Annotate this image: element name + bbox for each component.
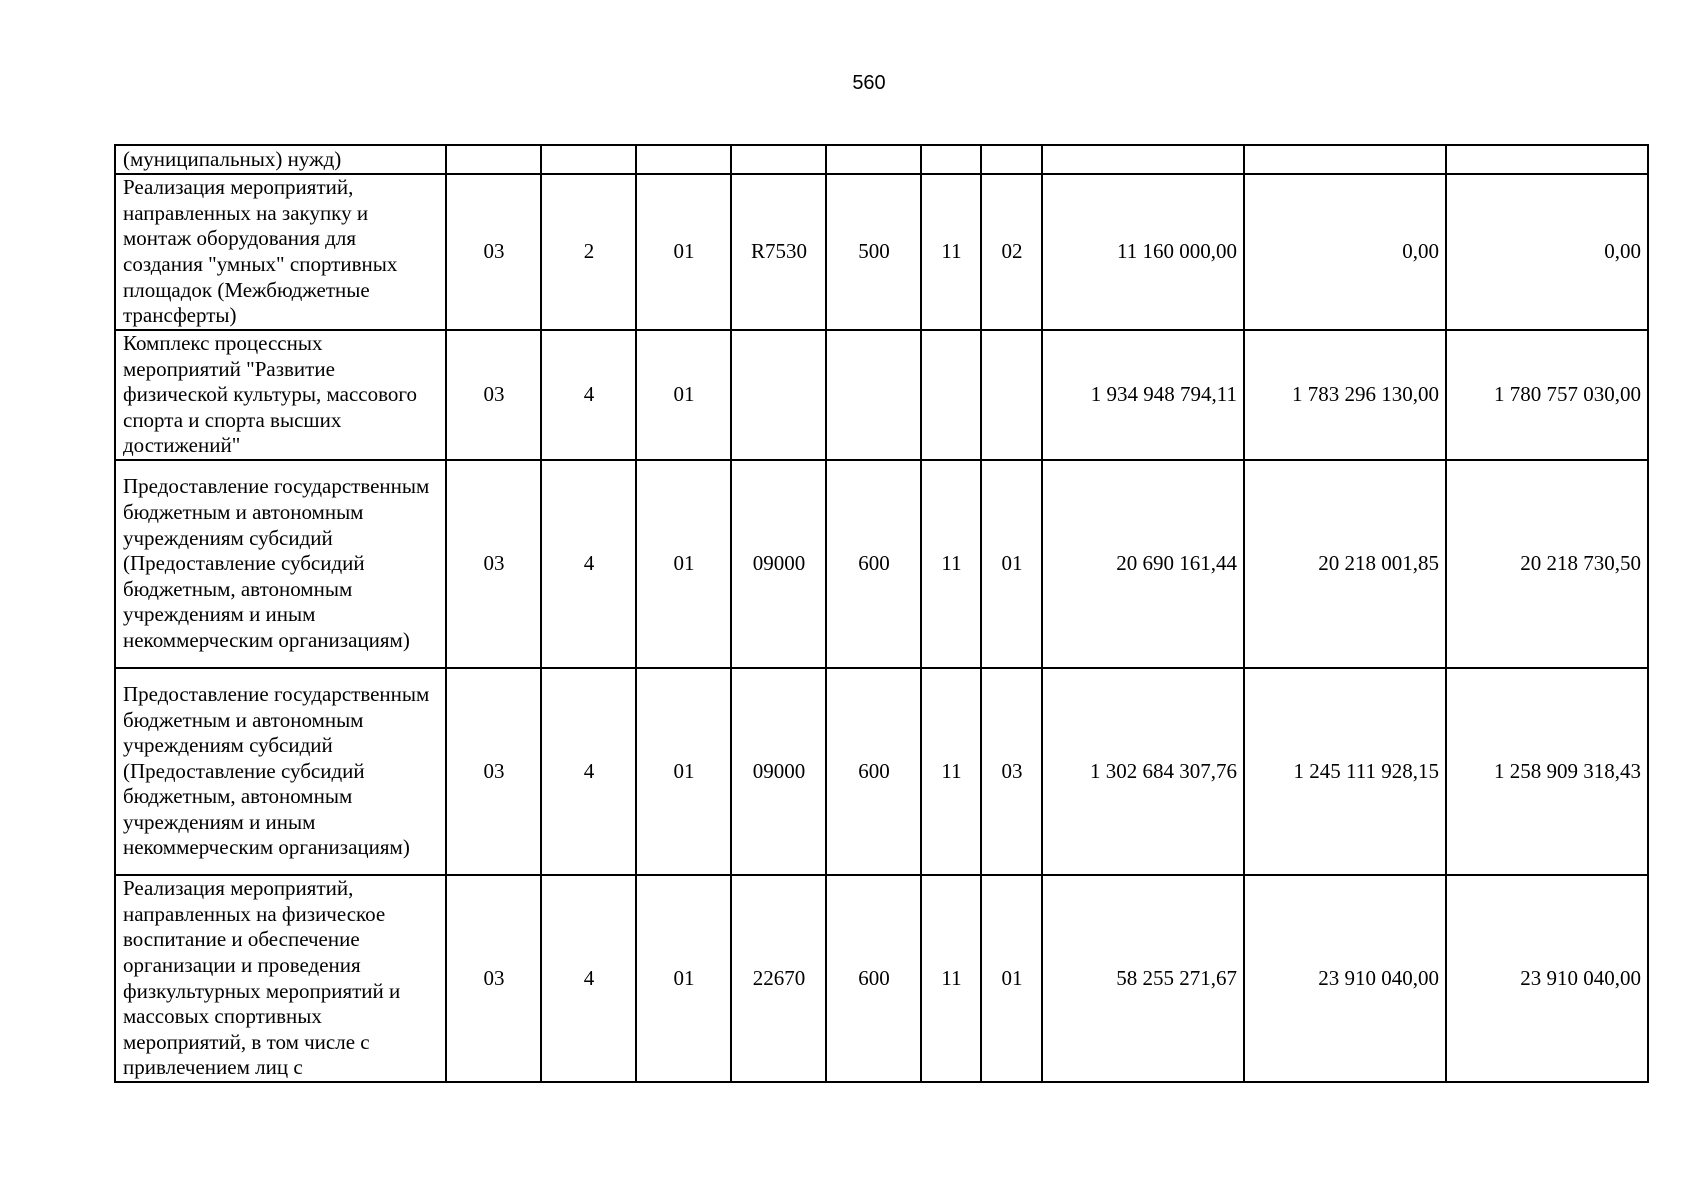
cell-item-name: Предоставление государственным бюджетным и автономным учреждениям субсидий (Предоставление субсидий бюджетным, автономным учреждениям и иным некоммерческим организациям)	[115, 668, 446, 875]
cell-section-code: 11	[921, 460, 981, 668]
cell-program-code: 03	[446, 174, 541, 330]
table-row	[115, 460, 1648, 668]
cell-item-name: Реализация мероприятий, направленных на закупку и монтаж оборудования для создания "умных" спортивных площадок (Межбюджетные трансферты)	[115, 174, 446, 330]
budget-table	[114, 144, 1649, 1083]
cell-structural-element-code: 01	[636, 460, 731, 668]
cell-section-code	[921, 330, 981, 460]
cell-item-name: Предоставление государственным бюджетным и автономным учреждениям субсидий (Предоставление субсидий бюджетным, автономным учреждениям и иным некоммерческим организациям)	[115, 460, 446, 668]
cell-structural-element-code: 01	[636, 668, 731, 875]
page-number: 560	[852, 72, 886, 94]
cell-amount-year-3: 1 780 757 030,00	[1446, 330, 1648, 460]
cell-item-name: Комплекс процессных мероприятий "Развитие физической культуры, массового спорта и спорта высших достижений"	[115, 330, 446, 460]
cell-subsection-code: 02	[981, 174, 1042, 330]
cell-amount-year-3: 23 910 040,00	[1446, 875, 1648, 1082]
table-row	[115, 145, 1648, 174]
cell-direction-code	[731, 330, 826, 460]
cell-direction-code: 22670	[731, 875, 826, 1082]
cell-amount-year-1	[1042, 145, 1244, 174]
cell-amount-year-1: 1 302 684 307,76	[1042, 668, 1244, 875]
cell-amount-year-1: 58 255 271,67	[1042, 875, 1244, 1082]
cell-item-name: Реализация мероприятий, направленных на физическое воспитание и обеспечение организации и проведения физкультурных мероприятий и массовых спортивных мероприятий, в том числе с привлечением лиц с	[115, 875, 446, 1082]
cell-program-code: 03	[446, 330, 541, 460]
cell-program-code: 03	[446, 460, 541, 668]
cell-subsection-code: 03	[981, 668, 1042, 875]
cell-direction-code: 09000	[731, 460, 826, 668]
cell-amount-year-1: 20 690 161,44	[1042, 460, 1244, 668]
table-row	[115, 330, 1648, 460]
cell-subprogram-code: 2	[541, 174, 636, 330]
cell-amount-year-2: 1 783 296 130,00	[1244, 330, 1446, 460]
cell-expense-type-code	[826, 330, 921, 460]
cell-section-code	[921, 145, 981, 174]
cell-section-code: 11	[921, 875, 981, 1082]
table-row	[115, 174, 1648, 330]
cell-program-code: 03	[446, 668, 541, 875]
cell-subprogram-code	[541, 145, 636, 174]
cell-structural-element-code: 01	[636, 174, 731, 330]
cell-expense-type-code	[826, 145, 921, 174]
cell-subsection-code: 01	[981, 875, 1042, 1082]
cell-direction-code: 09000	[731, 668, 826, 875]
table-row	[115, 875, 1648, 1082]
cell-structural-element-code: 01	[636, 875, 731, 1082]
cell-amount-year-3: 20 218 730,50	[1446, 460, 1648, 668]
cell-subprogram-code: 4	[541, 668, 636, 875]
cell-subsection-code	[981, 330, 1042, 460]
cell-subsection-code: 01	[981, 460, 1042, 668]
cell-amount-year-2	[1244, 145, 1446, 174]
cell-program-code	[446, 145, 541, 174]
cell-expense-type-code: 600	[826, 875, 921, 1082]
cell-amount-year-1: 1 934 948 794,11	[1042, 330, 1244, 460]
cell-expense-type-code: 600	[826, 668, 921, 875]
cell-amount-year-2: 0,00	[1244, 174, 1446, 330]
cell-direction-code: R7530	[731, 174, 826, 330]
cell-expense-type-code: 600	[826, 460, 921, 668]
cell-direction-code	[731, 145, 826, 174]
cell-subprogram-code: 4	[541, 875, 636, 1082]
cell-expense-type-code: 500	[826, 174, 921, 330]
cell-amount-year-2: 20 218 001,85	[1244, 460, 1446, 668]
cell-subsection-code	[981, 145, 1042, 174]
cell-structural-element-code	[636, 145, 731, 174]
cell-section-code: 11	[921, 174, 981, 330]
cell-program-code: 03	[446, 875, 541, 1082]
cell-section-code: 11	[921, 668, 981, 875]
cell-subprogram-code: 4	[541, 330, 636, 460]
table-row	[115, 668, 1648, 875]
cell-structural-element-code: 01	[636, 330, 731, 460]
cell-amount-year-2: 1 245 111 928,15	[1244, 668, 1446, 875]
cell-amount-year-1: 11 160 000,00	[1042, 174, 1244, 330]
cell-amount-year-3: 1 258 909 318,43	[1446, 668, 1648, 875]
cell-amount-year-3: 0,00	[1446, 174, 1648, 330]
cell-amount-year-2: 23 910 040,00	[1244, 875, 1446, 1082]
cell-subprogram-code: 4	[541, 460, 636, 668]
cell-item-name: (муниципальных) нужд)	[115, 145, 446, 174]
cell-amount-year-3	[1446, 145, 1648, 174]
